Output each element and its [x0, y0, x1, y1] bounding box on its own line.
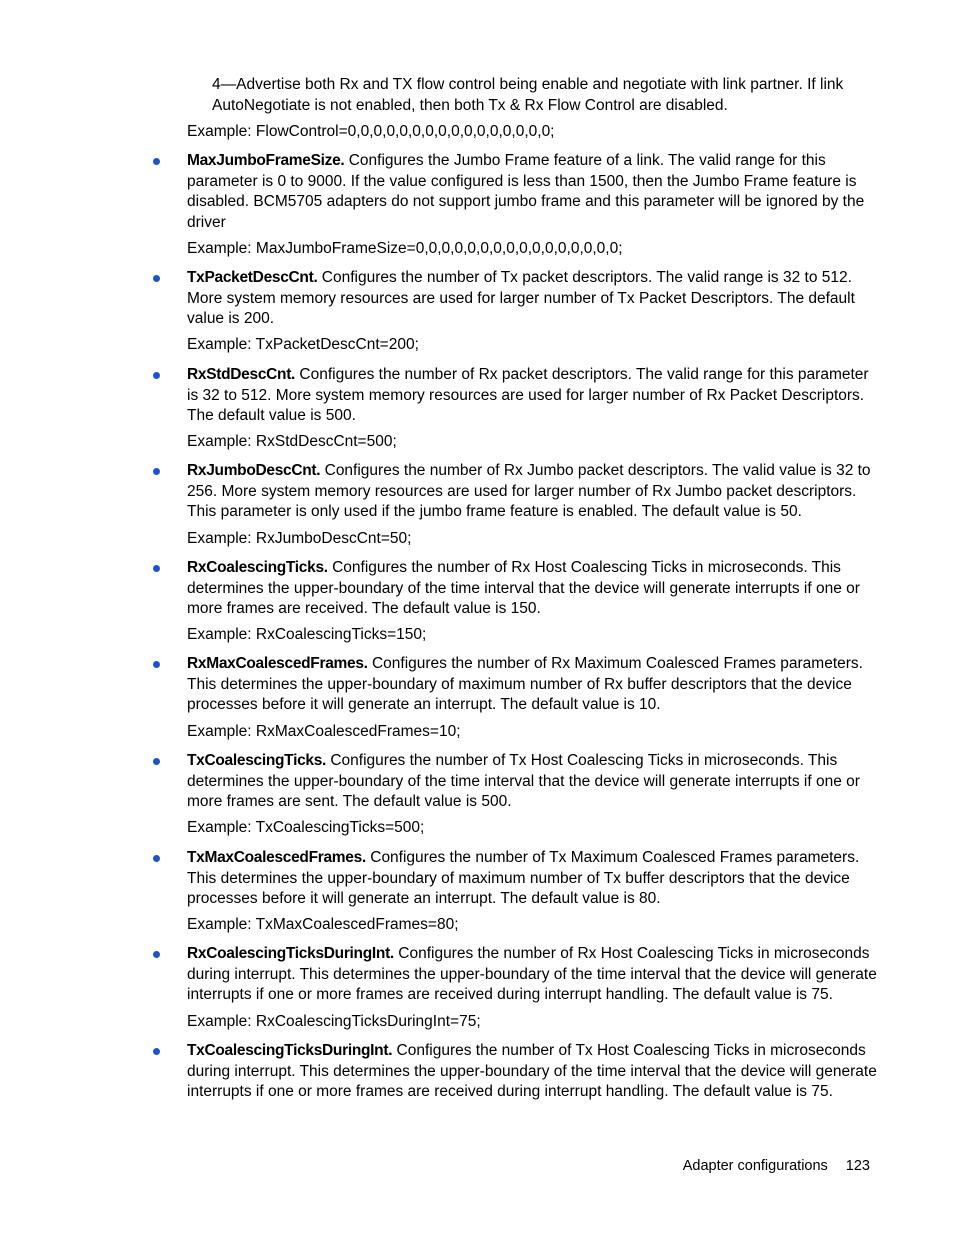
- param-term: RxStdDescCnt.: [187, 366, 296, 383]
- bullet-icon: [153, 275, 160, 282]
- bullet-icon: [153, 951, 160, 958]
- param-description: Configures the number of Rx Maximum Coalesced Frames parameters. This determines the upper-boundary of maximum number of Rx buffer descriptors that the device processes before it will generate an interrupt. The default value is 10.: [187, 655, 863, 713]
- param-term: MaxJumboFrameSize.: [187, 152, 345, 169]
- bullet-icon: [153, 158, 160, 165]
- bullet-icon: [153, 468, 160, 475]
- footer-section-title: Adapter configurations: [682, 1158, 828, 1174]
- param-description: Configures the number of Rx Host Coalescing Ticks in microseconds during interrupt. This determines the upper-boundary of the time interval that the device will generate interrupts if one or more frames are received during interrupt handling. The default value is 75.: [187, 945, 877, 1003]
- param-item-rx-std-desc-cnt: [187, 365, 877, 427]
- param-term: RxMaxCoalescedFrames.: [187, 655, 368, 672]
- param-description: Configures the Jumbo Frame feature of a link. The valid range for this parameter is 0 to 9000. If the value configured is less than 1500, then the Jumbo Frame feature is disabled. BCM5705 adapters do not support jumbo frame and this parameter will be ignored by the driver: [187, 152, 865, 231]
- param-term: TxCoalescingTicks.: [187, 752, 327, 769]
- param-example: Example: MaxJumboFrameSize=0,0,0,0,0,0,0,0,0,0,0,0,0,0,0,0;: [187, 240, 623, 257]
- param-item-rx-coalescing-ticks: [187, 558, 877, 620]
- param-item-max-jumbo-frame-size: [187, 151, 877, 233]
- param-description: Configures the number of Tx Host Coalescing Ticks in microseconds during interrupt. This determines the upper-boundary of the time interval that the device will generate interrupts if one or more frames are received during interrupt handling. The default value is 75.: [187, 1042, 877, 1100]
- bullet-icon: [153, 661, 160, 668]
- bullet-icon: [153, 758, 160, 765]
- bullet-icon: [153, 372, 160, 379]
- bullet-icon: [153, 855, 160, 862]
- param-term: TxPacketDescCnt.: [187, 269, 318, 286]
- param-example: Example: RxCoalescingTicks=150;: [187, 626, 427, 643]
- bullet-icon: [153, 1048, 160, 1055]
- bullet-icon: [153, 565, 160, 572]
- param-example: Example: TxCoalescingTicks=500;: [187, 819, 425, 836]
- param-description: Configures the number of Rx Jumbo packet descriptors. The valid value is 32 to 256. More system memory resources are used for larger number of Rx Jumbo packet descriptors. This parameter is only used if the jumbo frame feature is enabled. The default value is 50.: [187, 462, 871, 520]
- page-footer: [683, 1158, 870, 1174]
- param-item-rx-jumbo-desc-cnt: [187, 461, 877, 523]
- param-example: Example: TxMaxCoalescedFrames=80;: [187, 916, 459, 933]
- param-item-rx-max-coalesced-frames: [187, 654, 877, 716]
- param-example: Example: TxPacketDescCnt=200;: [187, 336, 419, 353]
- param-term: RxJumboDescCnt.: [187, 462, 321, 479]
- flow-control-example: Example: FlowControl=0,0,0,0,0,0,0,0,0,0,0,0,0,0,0,0;: [187, 123, 555, 140]
- param-example: Example: RxJumboDescCnt=50;: [187, 530, 412, 547]
- param-term: TxCoalescingTicksDuringInt.: [187, 1042, 393, 1059]
- param-term: RxCoalescingTicks.: [187, 559, 328, 576]
- page-number: 123: [845, 1158, 870, 1174]
- param-description: Configures the number of Tx Maximum Coalesced Frames parameters. This determines the upper-boundary of maximum number of Tx buffer descriptors that the device processes before it will generate an interrupt. The default value is 80.: [187, 849, 860, 907]
- param-example: Example: RxCoalescingTicksDuringInt=75;: [187, 1013, 481, 1030]
- param-item-tx-max-coalesced-frames: [187, 848, 877, 910]
- param-description: Configures the number of Tx Host Coalescing Ticks in microseconds. This determines the upper-boundary of the time interval that the device will generate interrupts if one or more frames are sent. The default value is 500.: [187, 752, 860, 810]
- param-term: TxMaxCoalescedFrames.: [187, 849, 366, 866]
- param-item-rx-coalescing-ticks-during-int: [187, 944, 877, 1006]
- param-item-tx-packet-desc-cnt: [187, 268, 877, 330]
- param-description: Configures the number of Rx Host Coalescing Ticks in microseconds. This determines the upper-boundary of the time interval that the device will generate interrupts if one or more frames are received. The default value is 150.: [187, 559, 860, 617]
- param-item-tx-coalescing-ticks: [187, 751, 877, 813]
- param-example: Example: RxStdDescCnt=500;: [187, 433, 397, 450]
- param-example: Example: RxMaxCoalescedFrames=10;: [187, 723, 461, 740]
- param-item-tx-coalescing-ticks-during-int: [187, 1041, 877, 1103]
- param-term: RxCoalescingTicksDuringInt.: [187, 945, 394, 962]
- param-description: Configures the number of Tx packet descriptors. The valid range is 32 to 512. More system memory resources are used for larger number of Tx Packet Descriptors. The default value is 200.: [187, 269, 855, 327]
- flow-control-continuation: 4—Advertise both Rx and TX flow control being enable and negotiate with link partner. If link AutoNegotiate is not enabled, then both Tx & Rx Flow Control are disabled.: [212, 76, 844, 114]
- param-description: Configures the number of Rx packet descriptors. The valid range for this parameter is 32 to 512. More system memory resources are used for larger number of Rx Packet Descriptors. The default value is 500.: [187, 366, 869, 424]
